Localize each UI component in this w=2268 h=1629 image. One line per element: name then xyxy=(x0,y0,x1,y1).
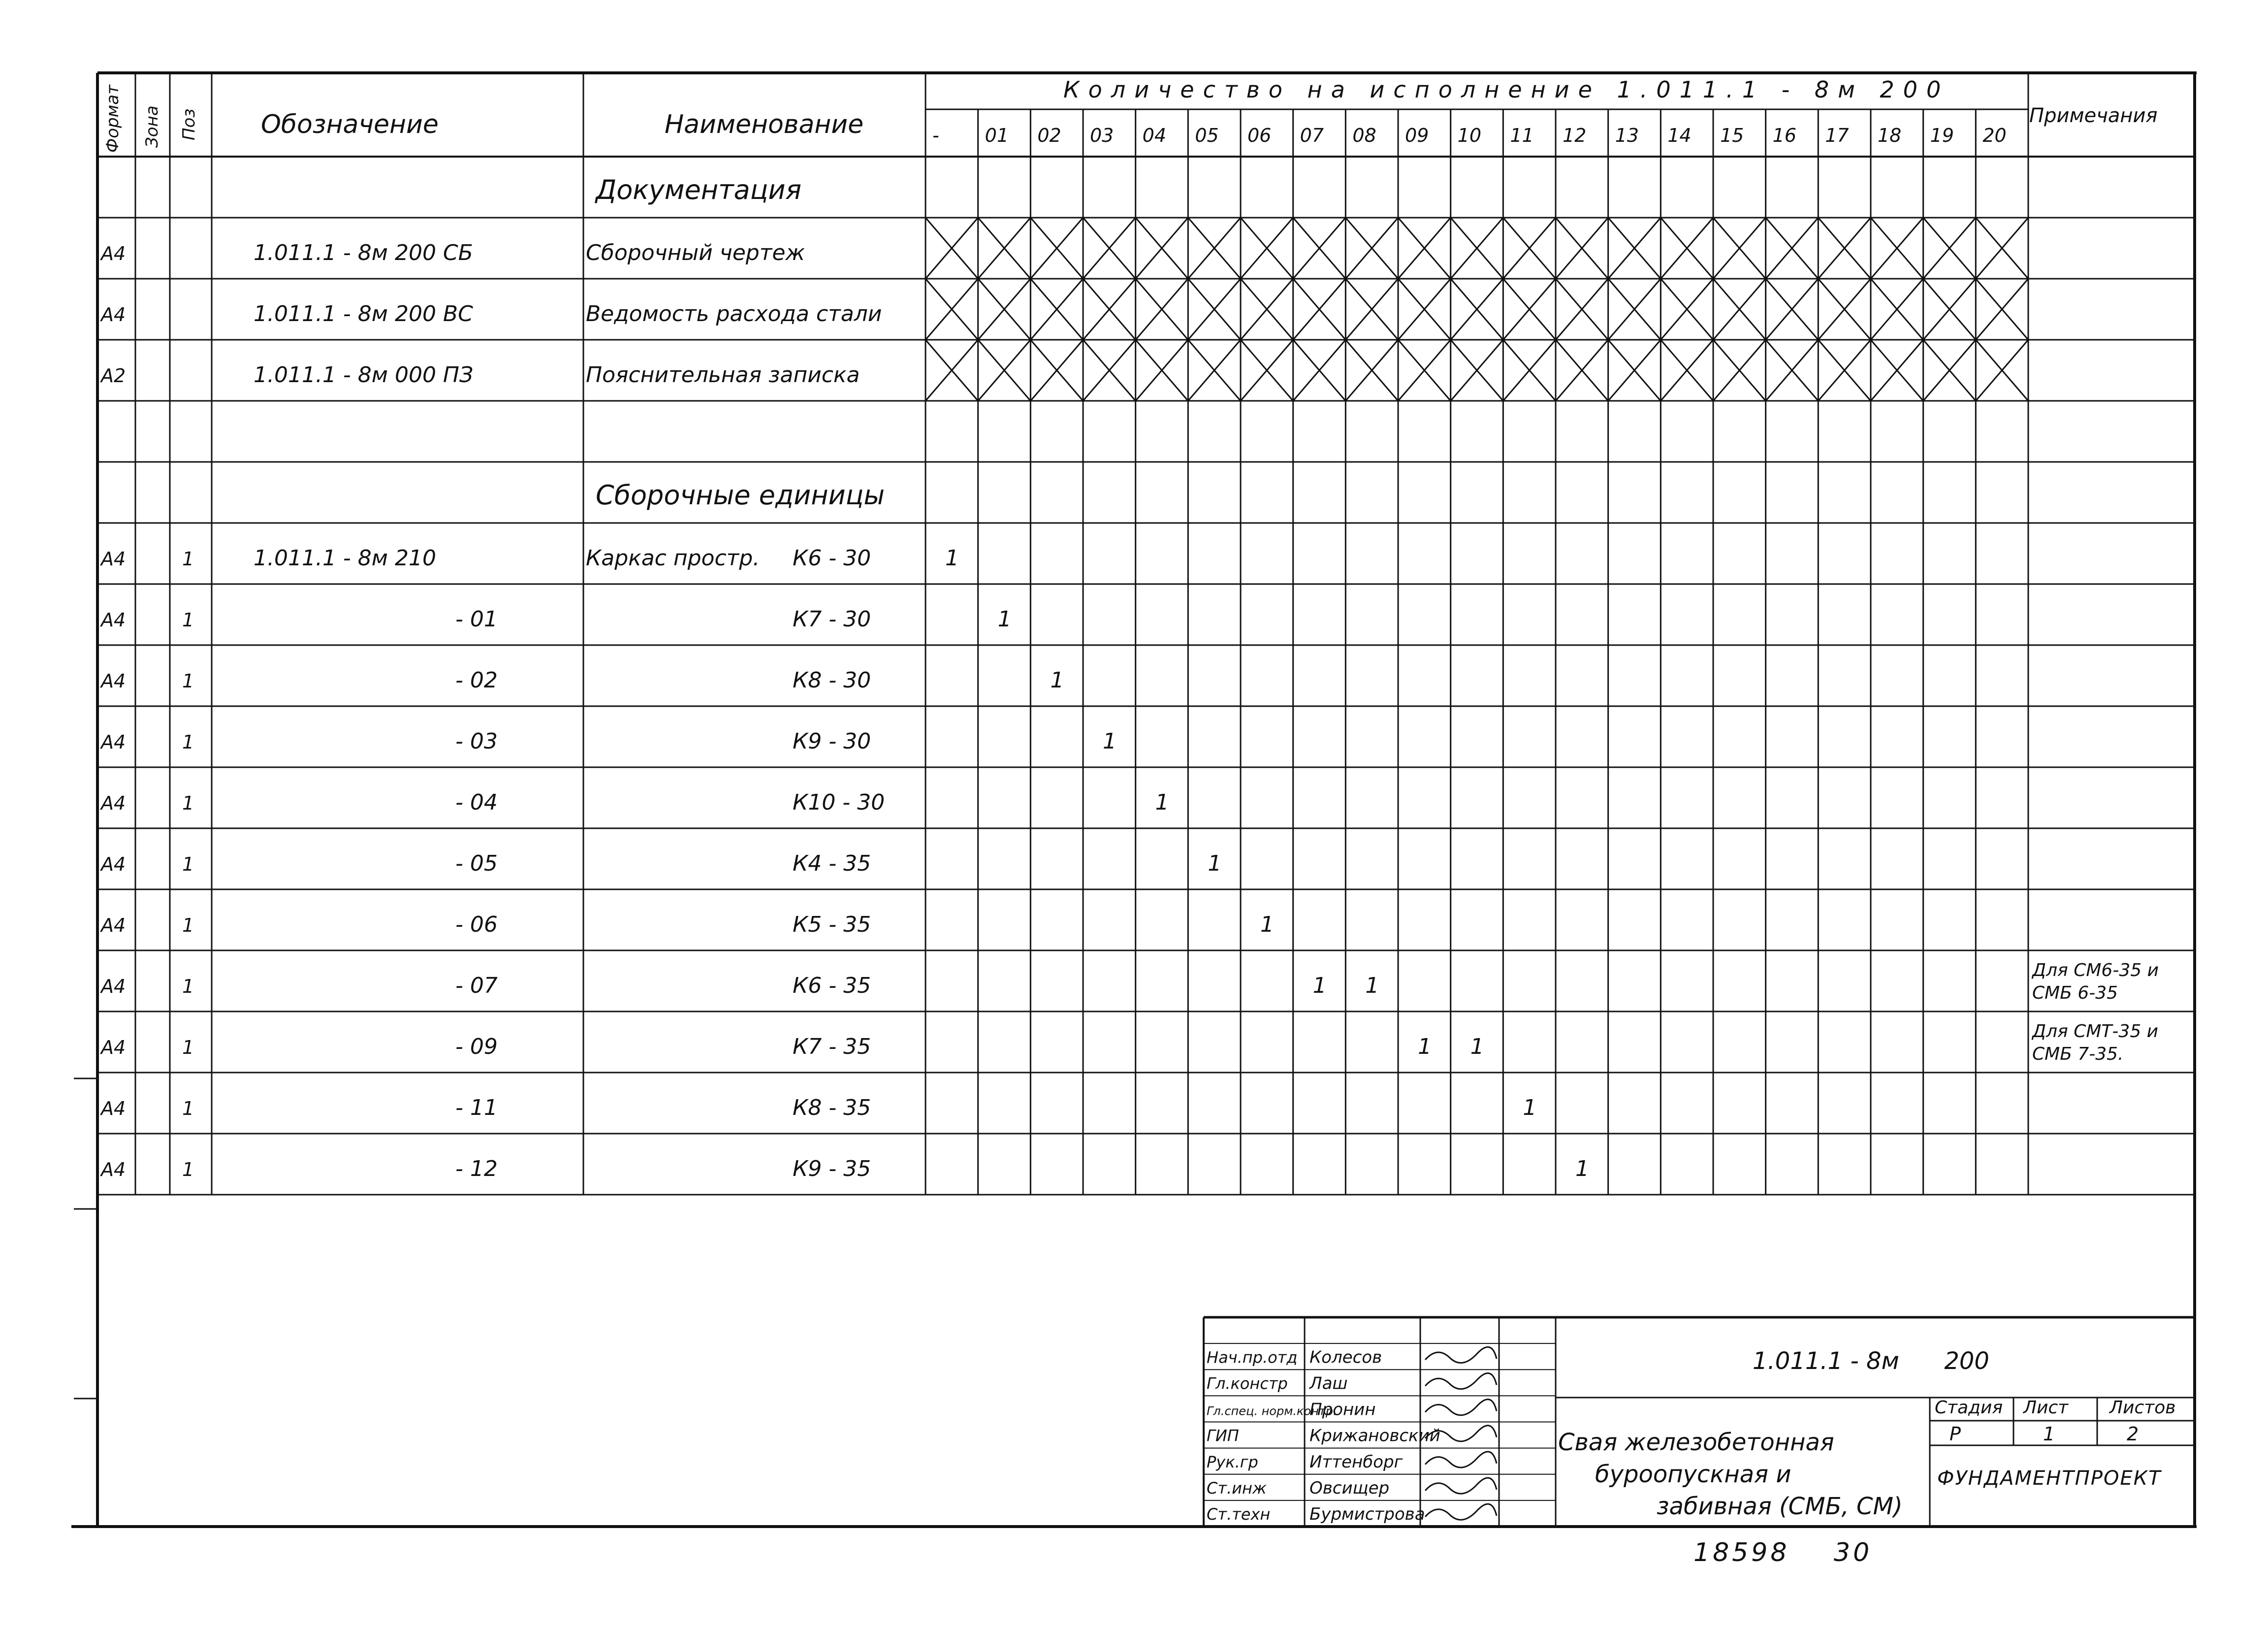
signature-name: Лаш xyxy=(1310,1373,1348,1394)
row-format: А4 xyxy=(101,1098,126,1119)
row-format: А4 xyxy=(101,1159,126,1180)
row-designation: - 12 xyxy=(455,1156,498,1181)
signature-name: Пронин xyxy=(1310,1400,1376,1420)
row-format: А4 xyxy=(101,609,126,631)
quantity-column-headers xyxy=(932,125,2007,146)
signature-mark xyxy=(1425,1504,1497,1520)
row-name: Сборочный чертеж xyxy=(586,240,805,265)
quantity-value: 1 xyxy=(1312,973,1327,998)
quantity-column-header: 05 xyxy=(1195,125,1219,146)
row-designation: 1.011.1 - 8м 000 ПЗ xyxy=(254,362,474,388)
title-line-2: буроопускная и xyxy=(1595,1461,1791,1488)
row-designation: - 06 xyxy=(455,912,498,937)
title-block-text xyxy=(1207,1347,1497,1524)
row-name-mark: К7 - 35 xyxy=(793,1034,871,1059)
quantity-value: 1 xyxy=(1260,912,1274,937)
signature-mark xyxy=(1425,1347,1497,1363)
sheets-value: 2 xyxy=(2127,1423,2139,1445)
quantity-value: 1 xyxy=(1365,973,1379,998)
header-format: Формат xyxy=(103,85,123,153)
signature-role: Рук.гр xyxy=(1207,1452,1258,1471)
row-name-mark: К4 - 35 xyxy=(793,851,871,876)
sheet-label: Лист xyxy=(2023,1398,2069,1418)
quantity-value: 1 xyxy=(1208,851,1222,876)
row-designation: - 05 xyxy=(455,851,498,876)
quantity-column-header: 11 xyxy=(1510,125,1534,146)
row-name: Каркас простр. xyxy=(586,546,760,571)
quantity-column-header: 06 xyxy=(1247,125,1272,146)
signature-role: Гл.спец. норм.контр. xyxy=(1207,1404,1337,1418)
quantity-column-header: 02 xyxy=(1037,125,1061,146)
stage-value: Р xyxy=(1949,1423,1961,1445)
quantity-column-header: 19 xyxy=(1930,125,1954,146)
row-designation: - 01 xyxy=(455,607,498,632)
row-name-mark: К9 - 35 xyxy=(793,1156,871,1181)
org-name: ФУНДАМЕНТПРОЕКТ xyxy=(1937,1467,2162,1490)
row-designation: - 04 xyxy=(455,790,498,815)
row-name-mark: К5 - 35 xyxy=(793,912,871,937)
signature-name: Овсищер xyxy=(1310,1478,1390,1498)
row-format: А4 xyxy=(101,1037,126,1058)
quantity-value: 1 xyxy=(1155,790,1169,815)
row-name-mark: К8 - 30 xyxy=(793,668,871,693)
table-rows xyxy=(99,174,2159,1181)
row-designation: - 09 xyxy=(455,1034,498,1059)
sheets-label: Листов xyxy=(2109,1398,2176,1418)
signature-role: ГИП xyxy=(1207,1426,1239,1445)
signature-mark xyxy=(1425,1373,1497,1389)
row-name-mark: К7 - 30 xyxy=(793,607,871,632)
row-note: СМБ 6-35 xyxy=(2032,983,2118,1003)
row-designation: - 07 xyxy=(455,973,498,998)
quantity-column-header: 10 xyxy=(1457,125,1482,146)
row-pos: 1 xyxy=(182,731,194,753)
quantity-column-header: 13 xyxy=(1615,125,1639,146)
quantity-column-header: 01 xyxy=(985,125,1009,146)
row-designation: - 02 xyxy=(455,668,498,693)
quantity-column-header: 15 xyxy=(1720,125,1744,146)
header-name: Наименование xyxy=(665,110,864,139)
row-format: А4 xyxy=(101,670,126,692)
row-name-mark: К6 - 30 xyxy=(793,546,871,571)
quantity-value: 1 xyxy=(1575,1156,1589,1181)
quantity-value: 1 xyxy=(1103,729,1117,754)
doc-code: 1.011.1 - 8м 200 xyxy=(1753,1347,1989,1375)
signature-role: Гл.констр xyxy=(1207,1374,1288,1393)
row-note: СМБ 7-35. xyxy=(2032,1044,2124,1064)
quantity-column-header: - xyxy=(932,125,939,146)
row-pos: 1 xyxy=(182,1037,194,1058)
row-designation: 1.011.1 - 8м 210 xyxy=(254,546,436,571)
stage-label: Стадия xyxy=(1935,1398,2003,1418)
section-heading: Сборочные единицы xyxy=(596,480,885,511)
quantity-value: 1 xyxy=(1050,668,1064,693)
row-pos: 1 xyxy=(182,914,194,936)
quantity-column-header: 20 xyxy=(1982,125,2007,146)
quantity-value: 1 xyxy=(997,607,1012,632)
quantity-column-header: 09 xyxy=(1405,125,1429,146)
row-format: А4 xyxy=(101,243,126,264)
row-name: Ведомость расхода стали xyxy=(586,301,882,326)
quantity-value: 1 xyxy=(1470,1034,1484,1059)
signature-name: Бурмистрова xyxy=(1310,1504,1425,1524)
signature-role: Ст.техн xyxy=(1207,1505,1271,1524)
row-name-mark: К10 - 30 xyxy=(793,790,885,815)
row-format: А4 xyxy=(101,304,126,326)
signature-role: Ст.инж xyxy=(1207,1478,1267,1498)
signature-name: Крижановский xyxy=(1310,1426,1440,1446)
row-designation: 1.011.1 - 8м 200 СБ xyxy=(254,240,473,265)
header-designation: Обозначение xyxy=(261,110,439,139)
section-heading: Документация xyxy=(596,174,801,205)
row-pos: 1 xyxy=(182,1159,194,1180)
header-pos: Поз xyxy=(179,108,199,140)
crossed-cells xyxy=(926,218,2028,401)
row-pos: 1 xyxy=(182,976,194,997)
quantity-column-header: 04 xyxy=(1142,125,1167,146)
quantity-column-header: 12 xyxy=(1563,125,1587,146)
page-number: 30 xyxy=(1834,1538,1873,1567)
row-designation: 1.011.1 - 8м 200 ВС xyxy=(254,301,473,326)
quantity-column-header: 17 xyxy=(1825,125,1849,146)
header-quantity-title: Количество на исполнение 1.011.1 - 8м 200 xyxy=(1063,76,1950,103)
table-grid xyxy=(71,73,2197,1527)
sheet-value: 1 xyxy=(2043,1423,2055,1445)
signature-mark xyxy=(1425,1452,1497,1467)
quantity-column-header: 14 xyxy=(1667,125,1692,146)
quantity-value: 1 xyxy=(1418,1034,1432,1059)
quantity-column-header: 07 xyxy=(1300,125,1324,146)
row-pos: 1 xyxy=(182,670,194,692)
row-format: А4 xyxy=(101,731,126,753)
signature-role: Нач.пр.отд xyxy=(1207,1348,1298,1367)
row-note: Для СМТ-35 и xyxy=(2032,1021,2159,1042)
quantity-column-header: 18 xyxy=(1878,125,1902,146)
row-pos: 1 xyxy=(182,792,194,814)
quantity-value: 1 xyxy=(945,546,959,571)
signature-mark xyxy=(1425,1400,1497,1415)
row-pos: 1 xyxy=(182,1098,194,1119)
row-designation: - 11 xyxy=(455,1095,498,1120)
archive-number: 18598 xyxy=(1693,1538,1790,1567)
title-line-3: забивная (СМБ, СМ) xyxy=(1657,1493,1903,1520)
row-pos: 1 xyxy=(182,609,194,631)
row-format: А2 xyxy=(101,365,126,387)
row-format: А4 xyxy=(101,976,126,997)
signature-name: Иттенборг xyxy=(1310,1452,1403,1472)
row-pos: 1 xyxy=(182,548,194,570)
row-name-mark: К6 - 35 xyxy=(793,973,871,998)
quantity-column-header: 08 xyxy=(1352,125,1376,146)
header-zone: Зона xyxy=(142,105,162,148)
row-name-mark: К9 - 30 xyxy=(793,729,871,754)
row-name: Пояснительная записка xyxy=(586,362,860,388)
quantity-column-header: 16 xyxy=(1772,125,1797,146)
row-format: А4 xyxy=(101,853,126,875)
row-format: А4 xyxy=(101,792,126,814)
quantity-value: 1 xyxy=(1523,1095,1537,1120)
title-line-1: Свая железобетонная xyxy=(1558,1429,1834,1456)
quantity-column-header: 03 xyxy=(1090,125,1114,146)
row-note: Для СМ6-35 и xyxy=(2032,960,2159,980)
signature-name: Колесов xyxy=(1310,1347,1382,1368)
row-format: А4 xyxy=(101,548,126,570)
row-designation: - 03 xyxy=(455,729,498,754)
header-notes: Примечания xyxy=(2029,104,2158,127)
signature-mark xyxy=(1425,1478,1497,1494)
row-name-mark: К8 - 35 xyxy=(793,1095,871,1120)
row-pos: 1 xyxy=(182,853,194,875)
row-format: А4 xyxy=(101,914,126,936)
